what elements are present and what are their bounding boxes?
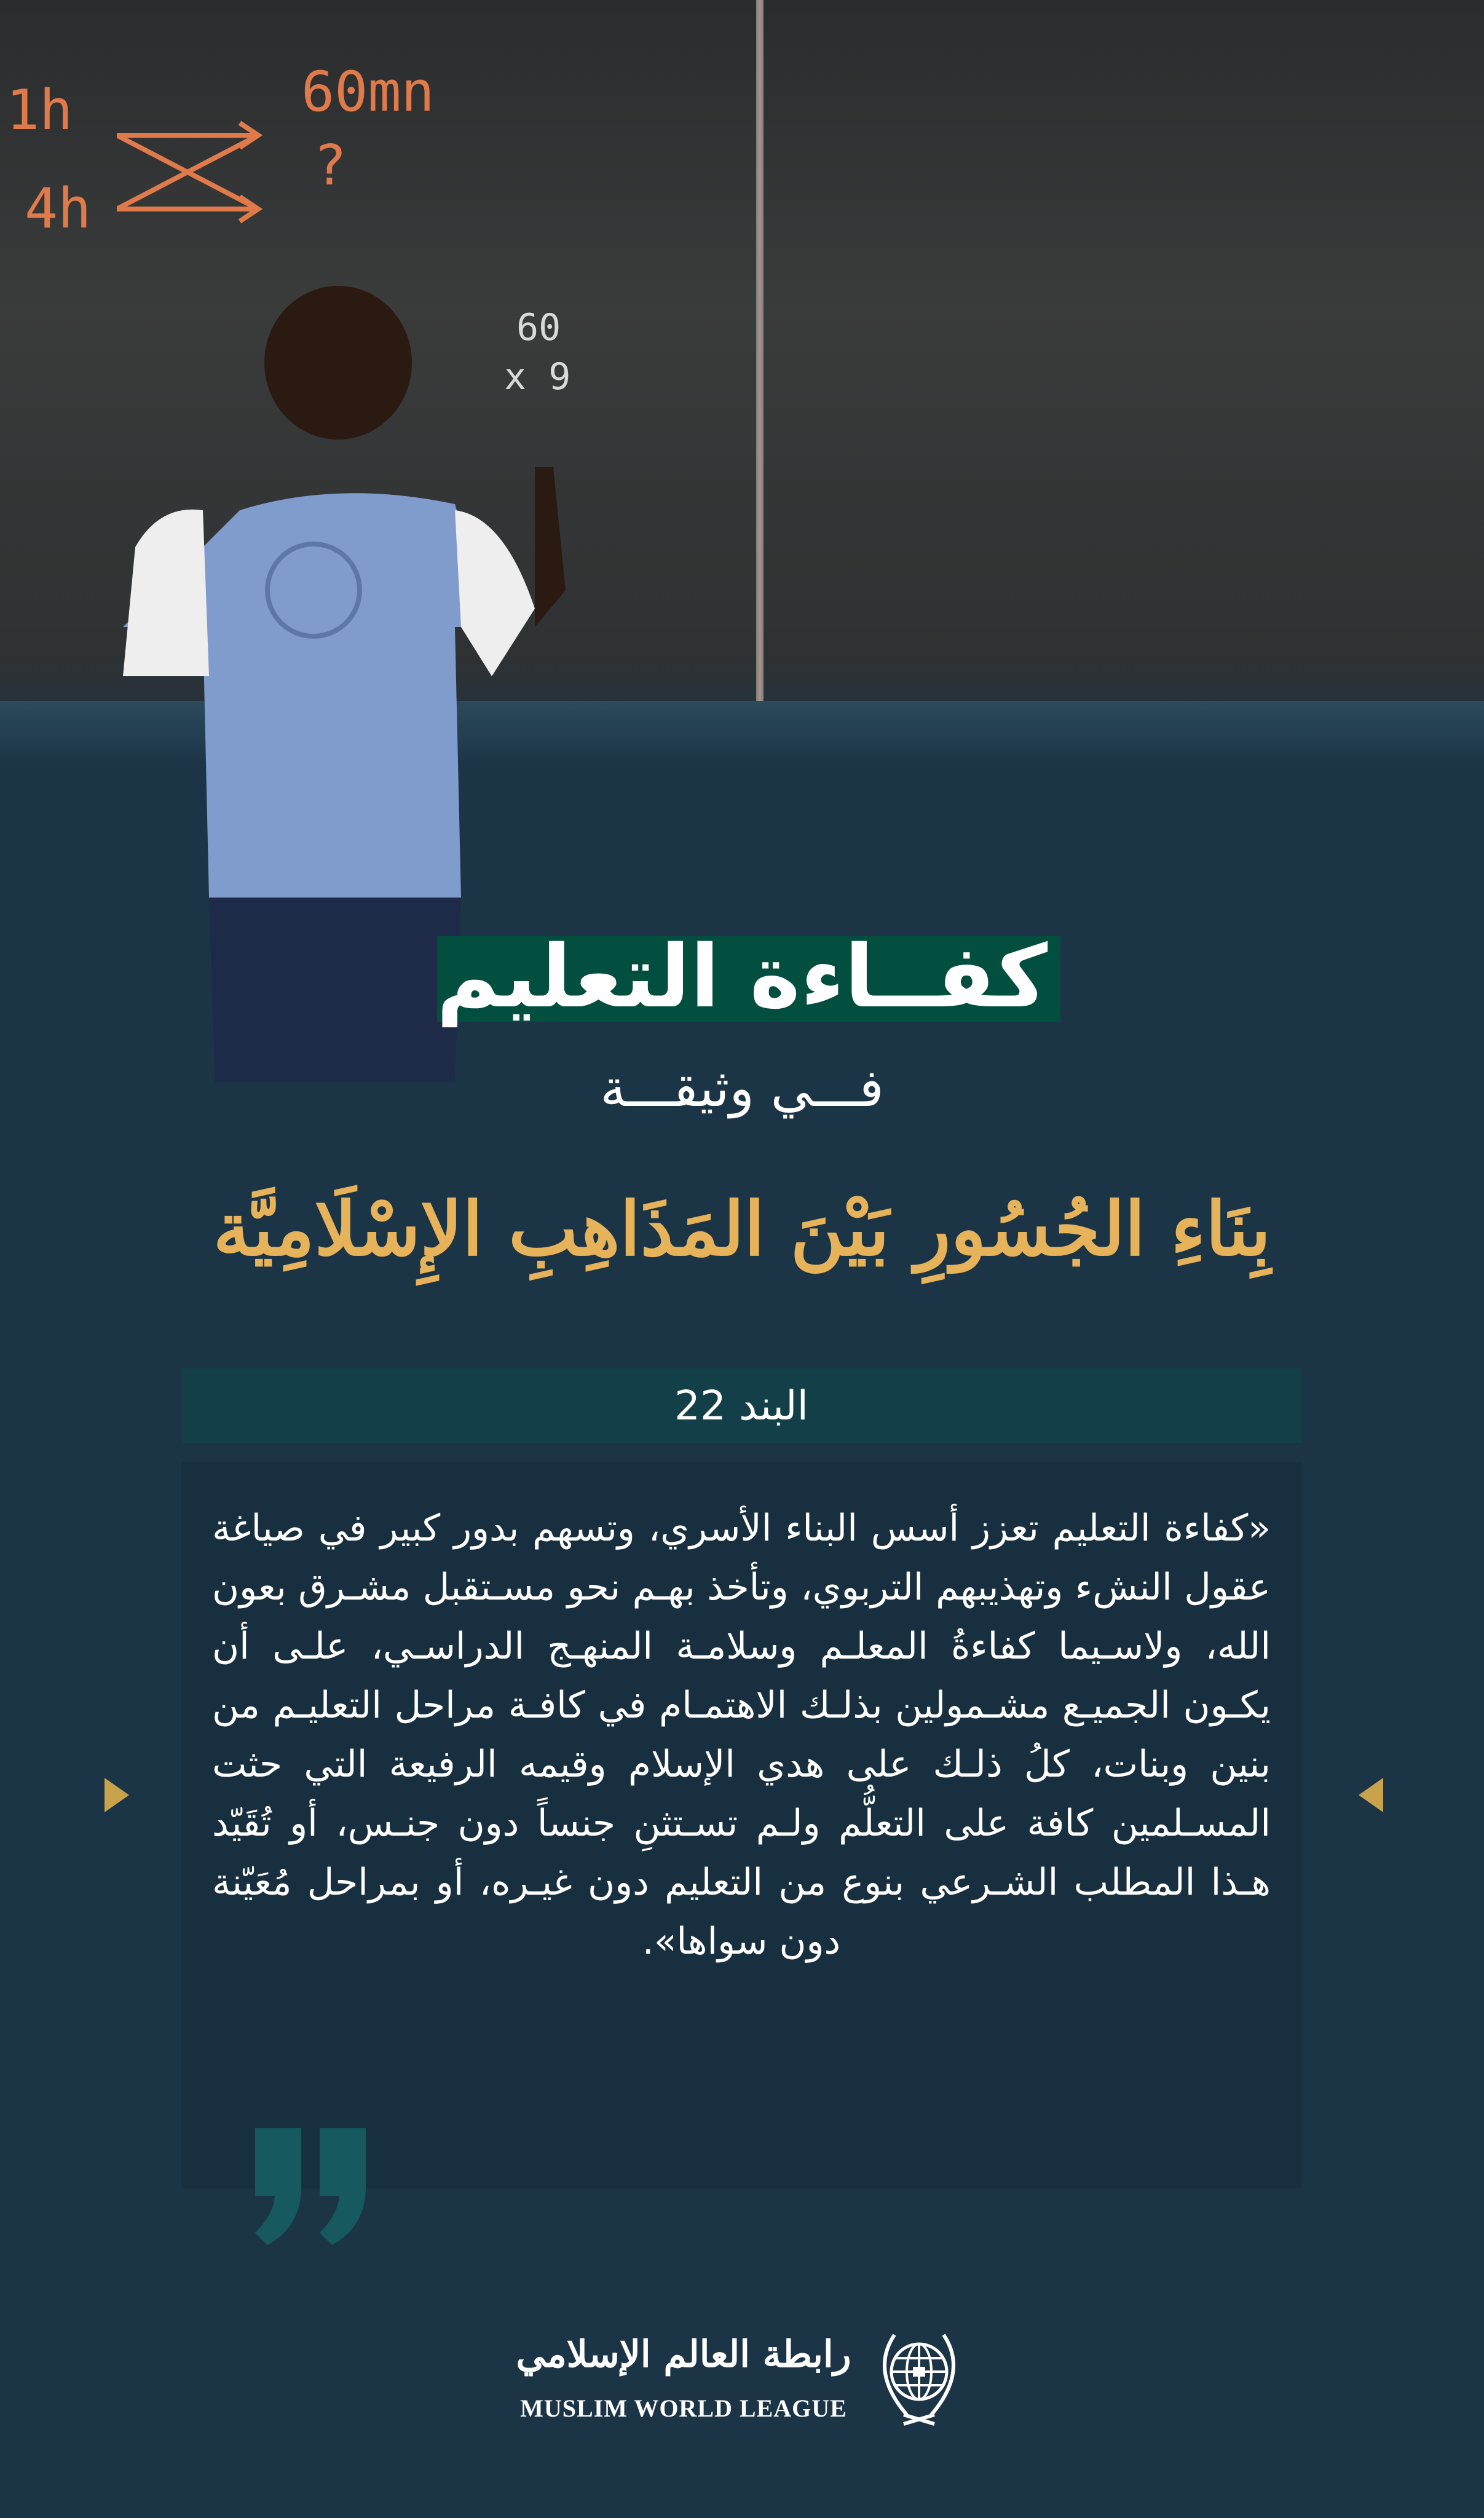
document-name-wrapper <box>127 1156 1357 1303</box>
logo-english-text: MUSLIM WORLD LEAGUE <box>520 2394 847 2422</box>
article-label: البند 22 <box>181 1368 1301 1443</box>
article-text-box <box>181 1462 1301 2188</box>
header-photo <box>0 0 1484 768</box>
next-arrow-icon[interactable] <box>105 1778 129 1812</box>
muslim-world-league-logo <box>0 2313 1484 2436</box>
chalk-math: x 9 <box>504 355 571 398</box>
chalk-writing: 60mn <box>301 60 435 124</box>
chalk-writing: 4h <box>25 176 92 241</box>
chalk-math: 60 <box>516 306 561 349</box>
logo-text-group <box>516 2324 851 2426</box>
globe-wreath-icon <box>870 2323 968 2427</box>
chalkboard-divider <box>756 0 764 713</box>
article-text: «كفاءة التعليم تعزز أسس البناء الأسري، وتسهم بدور كبير في صياغة عقول النشء وتهذيبهم التربوي، وتأخذ بهـم نحو مسـتقبل مشـرق بعون الله، ولاسـيما كفاءةُ المعلـم وسلامـة المنهـج الدراسـي، علـى أن يكـون الجميـع مشـمولين بذلـك الاهتمـام في كافـة مراحل التعليـم من بنين وبنات، كلُ ذلـك على هدي الإسلام وقيمه الرفيعة التي حثت المسـلمين كافة على التعلُّم ولـم تسـتثنِ جنساً دون جنـس، أو تُقَيّد هـذا المطلب الشـرعي بنوع من التعليم دون غيـره، أو بمراحل مُعَيّنة دون سواها». <box>212 1507 1271 1963</box>
chalk-writing: 1h <box>6 78 73 143</box>
page-title: كفــاءة التعليم <box>436 927 1048 1027</box>
chalk-arrows <box>117 111 277 234</box>
document-name-calligraphy: بِنَاءِ الجُسُورِ بَيْنَ المَذَاهِبِ الإِسْلَامِيَّة <box>213 1186 1271 1273</box>
subtitle: فـــي وثيقـــة <box>600 1058 884 1118</box>
logo-arabic-text: رابطة العالم الإسلامي <box>516 2333 851 2376</box>
previous-arrow-icon[interactable] <box>1359 1778 1383 1812</box>
chalk-writing: ? <box>314 133 347 198</box>
quote-mark-icon <box>249 2128 372 2245</box>
